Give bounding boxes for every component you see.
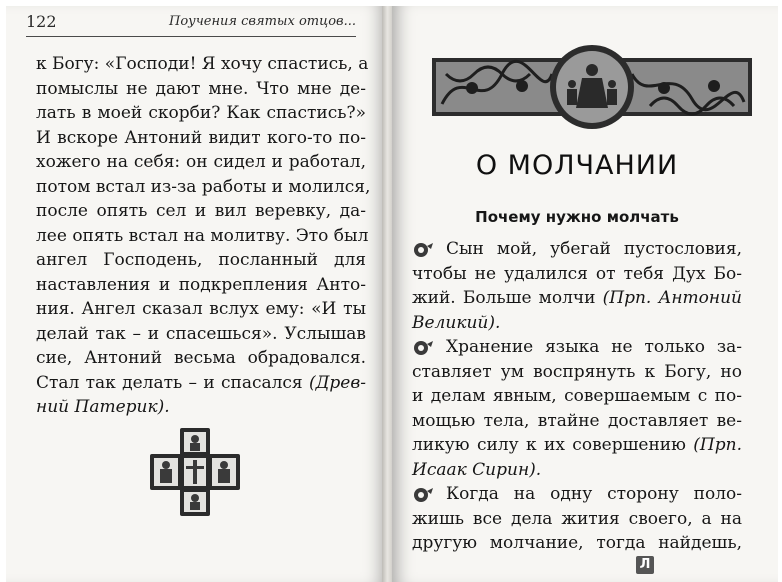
paragraph-ornament-icon: [410, 240, 436, 260]
text-line: мощью тела, втайне доставляет ве-: [412, 410, 742, 431]
text-line: Хранение языка не только за-: [446, 337, 742, 357]
citation: (Древ-: [308, 372, 366, 393]
citation-line: Великий).: [412, 312, 501, 333]
right-page-text: [412, 237, 742, 556]
text-line: чтобы не удалился от тебя Дух Бо-: [412, 263, 742, 284]
paragraph-ornament-icon: [410, 338, 436, 358]
section-title: Почему нужно молчать: [475, 208, 679, 226]
text-line: делай так – и спасешься». Услышав: [36, 323, 366, 344]
text-line-part: Стал так делать – и спасался: [36, 372, 309, 393]
citation: (Прп. Антоний: [602, 288, 743, 308]
citation-line: Исаак Сирин).: [412, 459, 542, 480]
text-line: лее опять встал на молитву. Это был: [36, 225, 369, 246]
text-line: Когда на одну сторону поло-: [446, 484, 742, 504]
text-line: И вскоре Антоний видит кого-то по-: [36, 127, 366, 148]
running-head-title: Поучения святых отцов...: [168, 14, 356, 29]
running-head-rule: [26, 36, 356, 37]
paragraph: [412, 482, 742, 556]
cross-ornament-icon: [150, 428, 240, 516]
text-line: [412, 286, 742, 311]
chapter-title: О МОЛЧАНИИ: [475, 150, 679, 181]
citation-line: ний Патерик).: [36, 397, 170, 417]
text-line: лать в моей скорби? Как спастись?»: [36, 103, 366, 123]
text-line-part: ликую силу к их совершению: [412, 435, 694, 455]
page-number: 122: [26, 12, 57, 31]
text-line: ставляет ум воспрянуть к Богу, но: [412, 361, 742, 382]
text-line: после опять сел и вил веревку, да-: [36, 201, 366, 221]
citation: (Прп.: [693, 435, 742, 455]
text-line: Сын мой, убегай пустословия,: [446, 239, 742, 259]
paragraph: [412, 335, 742, 482]
text-line: к Богу: «Господи! Я хочу спастись, а: [36, 54, 369, 74]
text-line: помыслы не дают мне. Что мне де-: [36, 78, 366, 99]
text-line: наставления и подкрепления Анто-: [36, 274, 366, 295]
text-line: [36, 371, 366, 396]
text-line: жишь все дела жития своего, а на: [412, 508, 742, 529]
text-line: и делам явным, совершаемым с по-: [412, 386, 742, 406]
text-line: потом встал из-за работы и молился,: [36, 176, 371, 197]
text-line: ния. Ангел сказал вслух ему: «И ты: [36, 299, 366, 319]
left-page-text: [36, 52, 371, 420]
text-line: ангел Господень, посланный для: [36, 250, 366, 270]
text-line: другую молчание, тогда найдешь,: [412, 533, 742, 553]
icon-band-ornament: [432, 44, 752, 130]
text-line: сие, Антоний весьма обрадовался.: [36, 348, 366, 368]
text-line: хожего на себя: он сидел и работал,: [36, 152, 366, 172]
text-line-part: жий. Больше молчи: [412, 288, 603, 308]
watermark-logo: Л: [636, 556, 654, 574]
paragraph-ornament-icon: [410, 485, 436, 505]
running-head: [26, 12, 356, 34]
text-line: [412, 433, 742, 458]
